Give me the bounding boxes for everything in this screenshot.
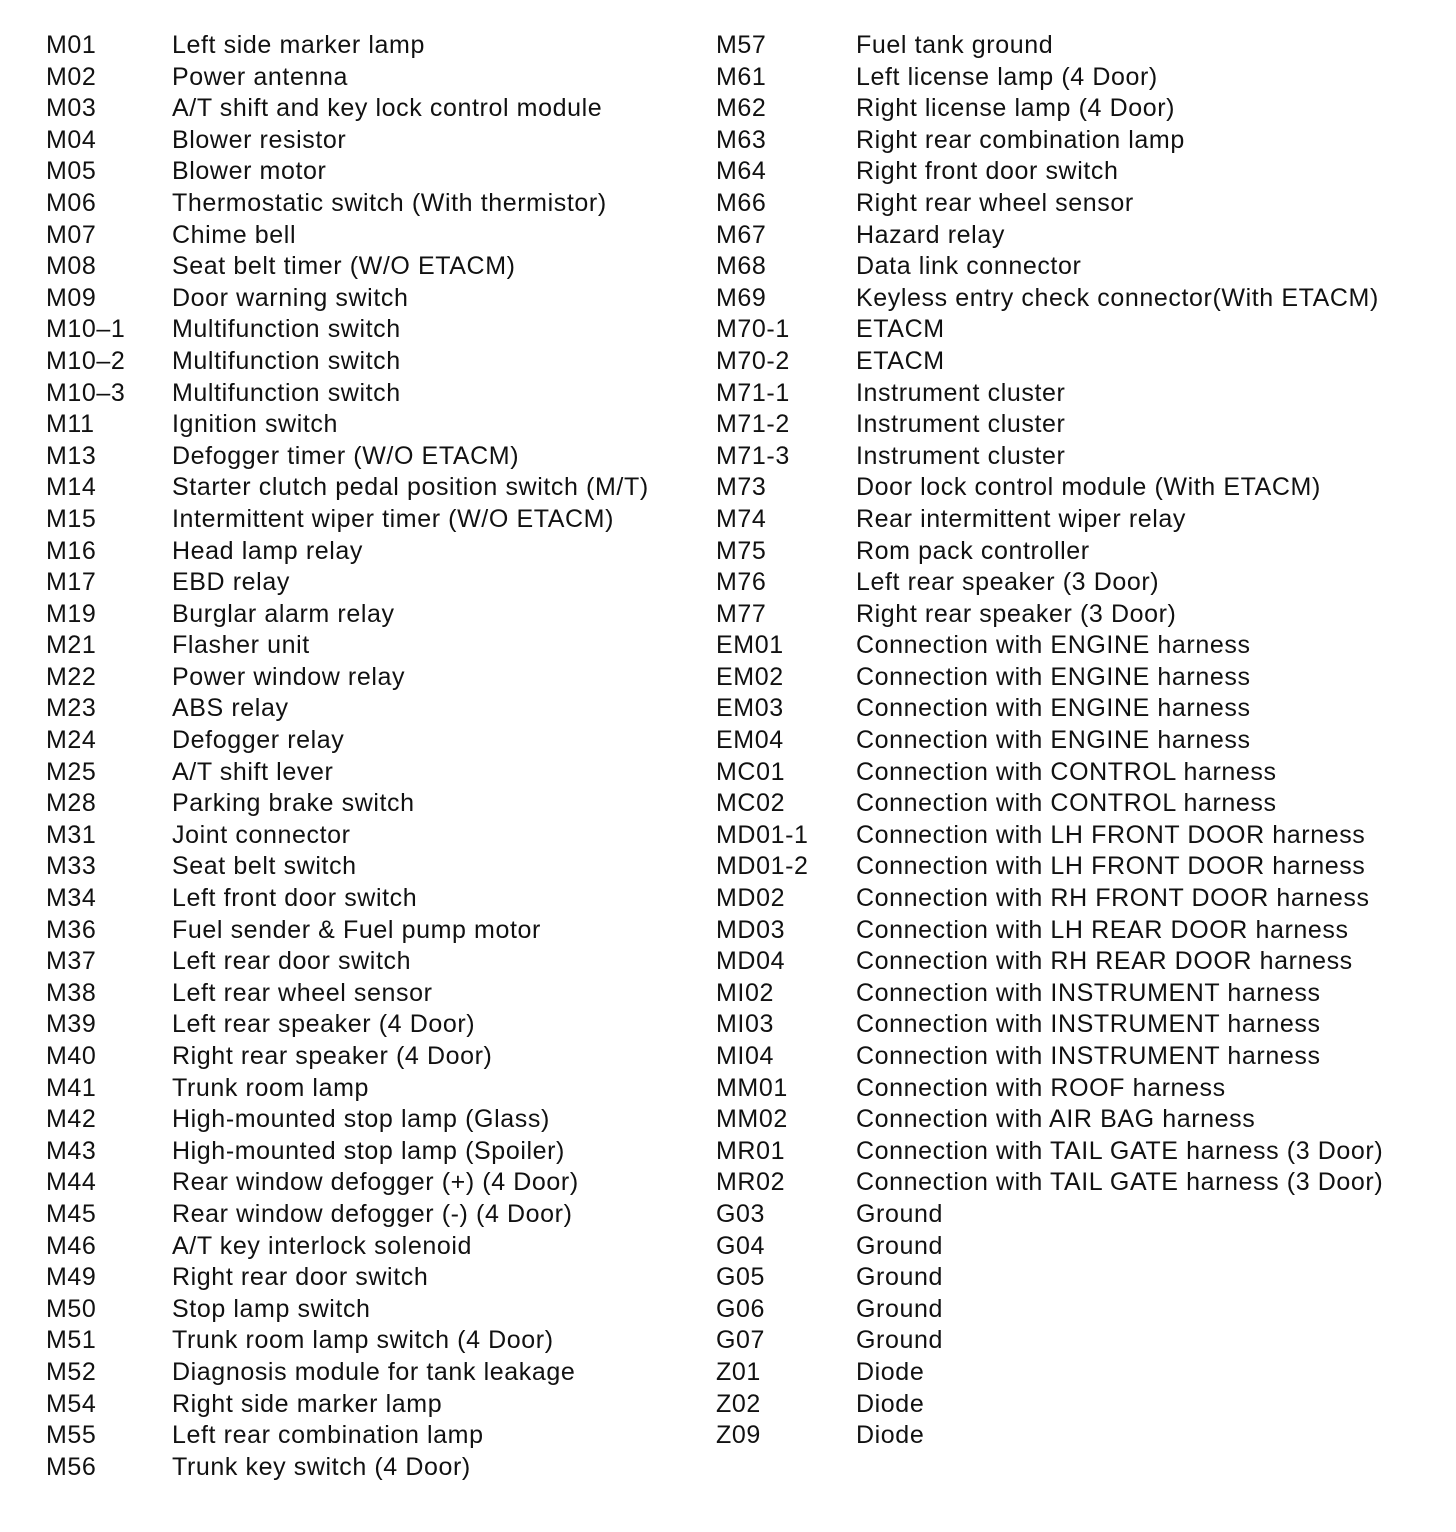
connector-description: Rear window defogger (-) (4 Door) (172, 1199, 573, 1228)
connector-code: MC02 (716, 789, 786, 818)
connector-row (46, 1104, 649, 1136)
connector-description: Seat belt switch (172, 852, 357, 881)
connector-row (46, 1041, 649, 1073)
connector-row (716, 693, 1383, 725)
connector-code: M15 (46, 504, 97, 533)
connector-description: Ground (856, 1231, 943, 1260)
connector-row (46, 725, 649, 757)
connector-code: M13 (46, 441, 97, 470)
connector-row (716, 1294, 1383, 1326)
connector-description: Connection with ENGINE harness (856, 726, 1251, 755)
connector-description: High-mounted stop lamp (Spoiler) (172, 1136, 565, 1165)
connector-description: Thermostatic switch (With thermistor) (172, 188, 607, 217)
connector-description: Keyless entry check connector(With ETACM) (856, 283, 1379, 312)
connector-code: M03 (46, 94, 97, 123)
connector-row (46, 567, 649, 599)
connector-code: M49 (46, 1263, 97, 1292)
connector-row (716, 1231, 1383, 1263)
connector-code: M31 (46, 820, 97, 849)
connector-row (716, 851, 1383, 883)
left-connector-list (46, 30, 649, 1483)
connector-description: Joint connector (172, 820, 351, 849)
connector-code: G03 (716, 1199, 766, 1228)
connector-row (46, 1325, 649, 1357)
connector-description: Trunk key switch (4 Door) (172, 1452, 471, 1481)
connector-code: M66 (716, 188, 767, 217)
connector-row (716, 788, 1383, 820)
connector-code: MI03 (716, 1010, 774, 1039)
connector-description: Left side marker lamp (172, 31, 425, 59)
connector-description: Connection with ENGINE harness (856, 694, 1251, 723)
connector-code: M52 (46, 1357, 97, 1386)
connector-code: M71-1 (716, 378, 790, 407)
connector-row (716, 1262, 1383, 1294)
connector-code: M75 (716, 536, 767, 565)
connector-row (716, 409, 1383, 441)
connector-code: M69 (716, 283, 767, 312)
connector-row (46, 599, 649, 631)
connector-row (716, 946, 1383, 978)
connector-code: M23 (46, 694, 97, 723)
connector-row (46, 757, 649, 789)
connector-row (46, 1262, 649, 1294)
connector-row (46, 1420, 649, 1452)
connector-description: Power antenna (172, 62, 348, 91)
connector-code: M76 (716, 568, 767, 597)
connector-row (46, 251, 649, 283)
connector-description: Connection with TAIL GATE harness (3 Door) (856, 1136, 1384, 1165)
connector-code: M06 (46, 188, 97, 217)
connector-row (716, 93, 1383, 125)
connector-row (716, 251, 1383, 283)
connector-description: Intermittent wiper timer (W/O ETACM) (172, 504, 615, 533)
connector-description: Left rear speaker (4 Door) (172, 1010, 476, 1039)
connector-code: M04 (46, 125, 97, 154)
connector-code: M70-2 (716, 346, 790, 375)
connector-row (46, 1167, 649, 1199)
connector-row (46, 30, 649, 62)
connector-row (716, 188, 1383, 220)
connector-description: Connection with INSTRUMENT harness (856, 1010, 1321, 1039)
connector-description: Ignition switch (172, 410, 339, 439)
connector-description: A/T key interlock solenoid (172, 1231, 472, 1260)
connector-description: Flasher unit (172, 631, 310, 660)
connector-code: M46 (46, 1231, 97, 1260)
connector-row (716, 567, 1383, 599)
connector-description: Rom pack controller (856, 536, 1090, 565)
connector-code: M61 (716, 62, 767, 91)
connector-code: M40 (46, 1042, 97, 1070)
connector-code: M07 (46, 220, 97, 249)
connector-description: Diode (856, 1389, 925, 1418)
connector-code: M64 (716, 157, 767, 186)
connector-row (46, 1136, 649, 1168)
connector-description: Left rear speaker (3 Door) (856, 568, 1160, 597)
connector-code: M74 (716, 504, 767, 533)
connector-row (716, 599, 1383, 631)
connector-description: Multifunction switch (172, 346, 401, 375)
connector-row (716, 662, 1383, 694)
connector-code: M22 (46, 662, 97, 691)
connector-code: G06 (716, 1294, 766, 1323)
connector-row (716, 283, 1383, 315)
connector-code: M70-1 (716, 315, 790, 344)
connector-row (716, 1167, 1383, 1199)
connector-code: M37 (46, 947, 97, 976)
connector-row (716, 504, 1383, 536)
connector-row (46, 125, 649, 157)
connector-code: M57 (716, 31, 767, 59)
connector-code: M62 (716, 94, 767, 123)
connector-description: Right rear wheel sensor (856, 188, 1134, 217)
connector-description: Right rear speaker (3 Door) (856, 599, 1177, 628)
connector-code: M02 (46, 62, 97, 91)
connector-description: Ground (856, 1263, 943, 1292)
connector-description: Multifunction switch (172, 315, 401, 344)
connector-row (716, 441, 1383, 473)
connector-description: Connection with TAIL GATE harness (3 Door) (856, 1168, 1384, 1197)
connector-description: Right front door switch (856, 157, 1119, 186)
connector-row (716, 630, 1383, 662)
connector-description: Parking brake switch (172, 789, 415, 818)
connector-description: Door lock control module (With ETACM) (856, 473, 1321, 502)
connector-code: G04 (716, 1231, 766, 1260)
connector-code: M73 (716, 473, 767, 502)
connector-code: M28 (46, 789, 97, 818)
connector-row (46, 409, 649, 441)
connector-row (46, 1199, 649, 1231)
connector-row (46, 441, 649, 473)
connector-row (716, 1136, 1383, 1168)
connector-row (716, 346, 1383, 378)
connector-description: Connection with ROOF harness (856, 1073, 1226, 1102)
connector-description: Starter clutch pedal position switch (M/T) (172, 473, 649, 502)
connector-description: Diode (856, 1357, 925, 1386)
connector-code: MD03 (716, 915, 786, 944)
connector-description: A/T shift lever (172, 757, 334, 786)
connector-code: M56 (46, 1452, 97, 1481)
connector-row (46, 93, 649, 125)
connector-description: Chime bell (172, 220, 297, 249)
connector-code: EM03 (716, 694, 784, 723)
connector-row (716, 1041, 1383, 1073)
connector-row (716, 220, 1383, 252)
connector-code: MI02 (716, 978, 774, 1007)
connector-code: MM02 (716, 1105, 788, 1134)
connector-code: M77 (716, 599, 767, 628)
connector-code: Z02 (716, 1389, 761, 1418)
connector-code: M10–3 (46, 378, 126, 407)
connector-description: Left rear wheel sensor (172, 978, 433, 1007)
connector-description: Ground (856, 1294, 943, 1323)
connector-code: M71-2 (716, 410, 790, 439)
connector-code: M09 (46, 283, 97, 312)
connector-description: Trunk room lamp switch (4 Door) (172, 1326, 554, 1355)
connector-row (716, 1009, 1383, 1041)
right-connector-list (716, 30, 1383, 1452)
connector-code: M01 (46, 31, 97, 59)
connector-description: Right rear door switch (172, 1263, 429, 1292)
connector-row (716, 1357, 1383, 1389)
connector-description: ABS relay (172, 694, 289, 723)
connector-row (716, 883, 1383, 915)
connector-code: M54 (46, 1389, 97, 1418)
connector-row (46, 630, 649, 662)
connector-description: Fuel sender & Fuel pump motor (172, 915, 541, 944)
connector-row (46, 915, 649, 947)
connector-code: M33 (46, 852, 97, 881)
connector-code: Z01 (716, 1357, 761, 1386)
connector-code: M42 (46, 1105, 97, 1134)
connector-row (716, 978, 1383, 1010)
connector-code: G07 (716, 1326, 766, 1355)
connector-code: EM01 (716, 631, 784, 660)
connector-row (46, 1009, 649, 1041)
connector-description: Connection with AIR BAG harness (856, 1105, 1256, 1134)
connector-description: Instrument cluster (856, 410, 1066, 439)
connector-row (46, 693, 649, 725)
connector-code: M25 (46, 757, 97, 786)
connector-code: M44 (46, 1168, 97, 1197)
connector-row (46, 788, 649, 820)
connector-row (46, 220, 649, 252)
connector-row (46, 346, 649, 378)
connector-description: Left license lamp (4 Door) (856, 62, 1158, 91)
connector-description: Diode (856, 1421, 925, 1450)
connector-row (46, 156, 649, 188)
connector-code: M36 (46, 915, 97, 944)
connector-code: M11 (46, 410, 95, 439)
connector-row (46, 946, 649, 978)
connector-code: MR02 (716, 1168, 786, 1197)
connector-code: M71-3 (716, 441, 790, 470)
connector-row (46, 188, 649, 220)
connector-code: MC01 (716, 757, 786, 786)
connector-description: Blower motor (172, 157, 327, 186)
connector-code: M50 (46, 1294, 97, 1323)
connector-code: M14 (46, 473, 97, 502)
connector-description: Fuel tank ground (856, 31, 1054, 59)
connector-code: M16 (46, 536, 97, 565)
connector-description: Connection with RH FRONT DOOR harness (856, 884, 1370, 913)
connector-description: ETACM (856, 315, 945, 344)
connector-code: M08 (46, 252, 97, 281)
connector-code: M24 (46, 726, 97, 755)
connector-row (46, 978, 649, 1010)
connector-code: M17 (46, 568, 97, 597)
connector-description: Trunk room lamp (172, 1073, 370, 1102)
connector-description: Head lamp relay (172, 536, 364, 565)
connector-row (46, 1294, 649, 1326)
connector-row (716, 1073, 1383, 1105)
connector-row (46, 883, 649, 915)
connector-description: Hazard relay (856, 220, 1005, 249)
connector-row (716, 1420, 1383, 1452)
connector-code: M21 (46, 631, 97, 660)
connector-row (716, 725, 1383, 757)
connector-description: Connection with ENGINE harness (856, 631, 1251, 660)
connector-description: Connection with INSTRUMENT harness (856, 978, 1321, 1007)
connector-description: Door warning switch (172, 283, 409, 312)
connector-code: M51 (46, 1326, 97, 1355)
connector-row (46, 536, 649, 568)
connector-code: M68 (716, 252, 767, 281)
connector-code: MR01 (716, 1136, 786, 1165)
connector-code: M39 (46, 1010, 97, 1039)
connector-row (716, 125, 1383, 157)
connector-code: EM02 (716, 662, 784, 691)
connector-description: Right rear speaker (4 Door) (172, 1042, 493, 1070)
connector-row (46, 62, 649, 94)
connector-description: Blower resistor (172, 125, 347, 154)
connector-row (46, 851, 649, 883)
connector-description: Connection with LH REAR DOOR harness (856, 915, 1349, 944)
connector-code: M10–1 (46, 315, 126, 344)
connector-description: Ground (856, 1199, 943, 1228)
connector-row (716, 1325, 1383, 1357)
connector-code: M63 (716, 125, 767, 154)
connector-description: Left rear combination lamp (172, 1421, 484, 1450)
connector-row (716, 1199, 1383, 1231)
connector-code: MD02 (716, 884, 786, 913)
connector-description: ETACM (856, 346, 945, 375)
connector-code: MM01 (716, 1073, 788, 1102)
connector-code: M10–2 (46, 346, 126, 375)
connector-description: Instrument cluster (856, 441, 1066, 470)
connector-code: MD01-2 (716, 852, 809, 881)
connector-row (716, 820, 1383, 852)
connector-code: M67 (716, 220, 767, 249)
connector-description: High-mounted stop lamp (Glass) (172, 1105, 550, 1134)
connector-description: Stop lamp switch (172, 1294, 371, 1323)
connector-code: G05 (716, 1263, 766, 1292)
connector-code: MD04 (716, 947, 786, 976)
connector-row (716, 62, 1383, 94)
connector-code: M41 (46, 1073, 97, 1102)
connector-row (716, 378, 1383, 410)
connector-description: Rear window defogger (+) (4 Door) (172, 1168, 579, 1197)
connector-code: M34 (46, 884, 97, 913)
connector-code: M05 (46, 157, 97, 186)
connector-row (716, 156, 1383, 188)
connector-description: Connection with LH FRONT DOOR harness (856, 852, 1366, 881)
connector-description: Connection with INSTRUMENT harness (856, 1042, 1321, 1070)
connector-description: Connection with RH REAR DOOR harness (856, 947, 1353, 976)
connector-description: Right license lamp (4 Door) (856, 94, 1176, 123)
connector-description: Defogger timer (W/O ETACM) (172, 441, 520, 470)
connector-row (46, 283, 649, 315)
connector-description: Rear intermittent wiper relay (856, 504, 1187, 533)
connector-row (716, 757, 1383, 789)
connector-description: Defogger relay (172, 726, 345, 755)
connector-code: M38 (46, 978, 97, 1007)
connector-description: Diagnosis module for tank leakage (172, 1357, 576, 1386)
connector-row (716, 915, 1383, 947)
connector-description: Connection with LH FRONT DOOR harness (856, 820, 1366, 849)
connector-description: Right side marker lamp (172, 1389, 443, 1418)
connector-description: Connection with CONTROL harness (856, 757, 1277, 786)
connector-row (46, 378, 649, 410)
connector-row (46, 1231, 649, 1263)
connector-description: Connection with CONTROL harness (856, 789, 1277, 818)
connector-code: MD01-1 (716, 820, 809, 849)
connector-description: Burglar alarm relay (172, 599, 395, 628)
connector-description: Seat belt timer (W/O ETACM) (172, 252, 516, 281)
connector-code: Z09 (716, 1421, 761, 1450)
connector-row (716, 1104, 1383, 1136)
connector-code: MI04 (716, 1042, 774, 1070)
connector-description: Instrument cluster (856, 378, 1066, 407)
connector-row (46, 820, 649, 852)
connector-description: Ground (856, 1326, 943, 1355)
connector-description: Data link connector (856, 252, 1082, 281)
connector-row (716, 536, 1383, 568)
connector-row (46, 1389, 649, 1421)
connector-code: M19 (46, 599, 97, 628)
connector-description: Multifunction switch (172, 378, 401, 407)
connector-code: EM04 (716, 726, 784, 755)
connector-description: Right rear combination lamp (856, 125, 1185, 154)
connector-code: M43 (46, 1136, 97, 1165)
connector-row (46, 1452, 649, 1484)
connector-description: A/T shift and key lock control module (172, 94, 603, 123)
connector-row (46, 472, 649, 504)
connector-row (716, 314, 1383, 346)
connector-row (46, 314, 649, 346)
connector-code: M55 (46, 1421, 97, 1450)
connector-row (46, 1073, 649, 1105)
connector-code: M45 (46, 1199, 97, 1228)
connector-description: EBD relay (172, 568, 290, 597)
connector-row (716, 30, 1383, 62)
connector-description: Power window relay (172, 662, 406, 691)
connector-row (716, 472, 1383, 504)
connector-description: Left rear door switch (172, 947, 412, 976)
connector-row (46, 504, 649, 536)
connector-row (716, 1389, 1383, 1421)
connector-row (46, 662, 649, 694)
connector-description: Connection with ENGINE harness (856, 662, 1251, 691)
connector-description: Left front door switch (172, 884, 418, 913)
connector-row (46, 1357, 649, 1389)
